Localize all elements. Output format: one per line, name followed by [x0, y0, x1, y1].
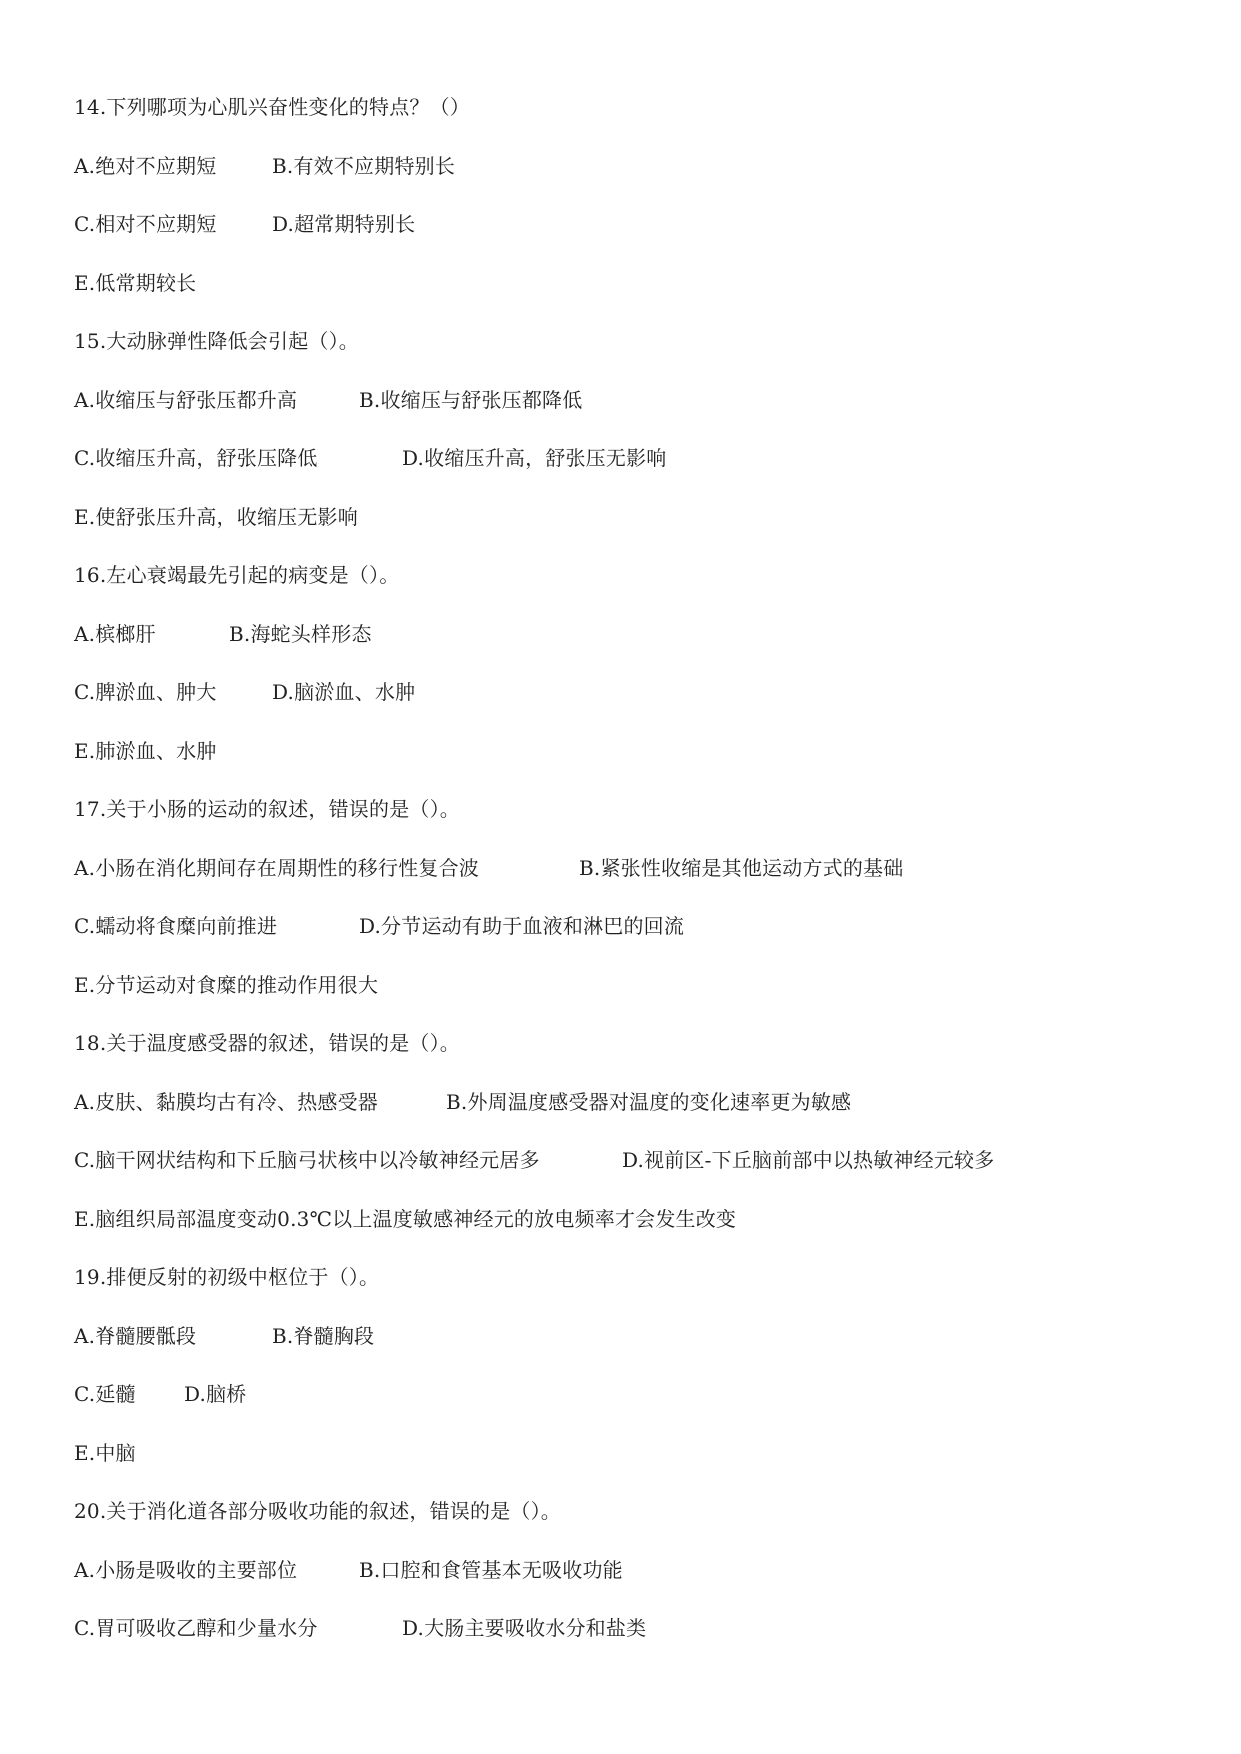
- option-row: [74, 388, 1194, 447]
- option-c: C.胃可吸收乙醇和少量水分: [74, 1616, 318, 1640]
- option-a: A.皮肤、黏膜均古有冷、热感受器: [74, 1089, 379, 1114]
- option-b: B.外周温度感受器对温度的变化速率更为敏感: [446, 1089, 852, 1114]
- question-stem-text: 15.大动脉弹性降低会引起（）。: [74, 329, 360, 353]
- option-d: D.超常期特别长: [272, 212, 416, 236]
- option-row: [74, 739, 1194, 798]
- question-stem-text: 20.关于消化道各部分吸收功能的叙述，错误的是（）。: [74, 1499, 562, 1523]
- question-stem-text: 17.关于小肠的运动的叙述，错误的是（）。: [74, 797, 461, 821]
- option-row: [74, 1441, 1194, 1500]
- question-stem: [74, 329, 1194, 388]
- question-stem: [74, 563, 1194, 622]
- option-e: E.中脑: [74, 1440, 136, 1465]
- option-e: E.肺淤血、水肿: [74, 738, 217, 763]
- option-row: [74, 914, 1194, 973]
- option-row: [74, 1207, 1194, 1266]
- question-stem: [74, 95, 1194, 154]
- option-d: D.视前区-下丘脑前部中以热敏神经元较多: [622, 1148, 995, 1172]
- option-a: A.小肠在消化期间存在周期性的移行性复合波: [74, 855, 480, 880]
- option-d: D.分节运动有助于血液和淋巴的回流: [359, 914, 685, 938]
- option-row: [74, 1382, 1194, 1441]
- option-c: C.收缩压升高，舒张压降低: [74, 446, 318, 470]
- question-stem: [74, 1265, 1194, 1324]
- option-b: B.有效不应期特别长: [272, 153, 456, 178]
- option-row: [74, 1324, 1194, 1383]
- option-b: B.海蛇头样形态: [229, 621, 372, 646]
- option-c: C.相对不应期短: [74, 212, 217, 236]
- question-stem: [74, 797, 1194, 856]
- option-b: B.紧张性收缩是其他运动方式的基础: [579, 855, 904, 880]
- option-e: E.使舒张压升高，收缩压无影响: [74, 504, 358, 529]
- option-d: D.脑桥: [184, 1382, 247, 1406]
- option-d: D.脑淤血、水肿: [272, 680, 416, 704]
- question-stem-text: 19.排便反射的初级中枢位于（）。: [74, 1265, 380, 1289]
- option-a: A.脊髓腰骶段: [74, 1323, 197, 1348]
- option-e: E.脑组织局部温度变动0.3℃以上温度敏感神经元的放电频率才会发生改变: [74, 1206, 737, 1231]
- option-c: C.脑干网状结构和下丘脑弓状核中以冷敏神经元居多: [74, 1148, 540, 1172]
- option-row: [74, 271, 1194, 330]
- option-a: A.收缩压与舒张压都升高: [74, 387, 298, 412]
- option-c: C.蠕动将食糜向前推进: [74, 914, 278, 938]
- option-row: [74, 1616, 1194, 1675]
- option-row: [74, 1148, 1194, 1207]
- question-stem-text: 18.关于温度感受器的叙述，错误的是（）。: [74, 1031, 461, 1055]
- option-row: [74, 446, 1194, 505]
- option-b: B.收缩压与舒张压都降低: [359, 387, 583, 412]
- question-list: [74, 95, 1194, 1675]
- option-row: [74, 505, 1194, 564]
- option-b: B.脊髓胸段: [272, 1323, 375, 1348]
- option-d: D.收缩压升高，舒张压无影响: [402, 446, 667, 470]
- option-d: D.大肠主要吸收水分和盐类: [402, 1616, 647, 1640]
- option-a: A.槟榔肝: [74, 621, 156, 646]
- option-row: [74, 856, 1194, 915]
- option-row: [74, 154, 1194, 213]
- option-e: E.低常期较长: [74, 270, 197, 295]
- option-row: [74, 1090, 1194, 1149]
- option-row: [74, 622, 1194, 681]
- option-e: E.分节运动对食糜的推动作用很大: [74, 972, 379, 997]
- question-stem: [74, 1499, 1194, 1558]
- question-stem: [74, 1031, 1194, 1090]
- option-a: A.绝对不应期短: [74, 153, 217, 178]
- question-stem-text: 16.左心衰竭最先引起的病变是（）。: [74, 563, 400, 587]
- option-row: [74, 1558, 1194, 1617]
- question-stem-text: 14.下列哪项为心肌兴奋性变化的特点？（）: [74, 95, 471, 119]
- option-c: C.延髓: [74, 1382, 136, 1406]
- option-row: [74, 973, 1194, 1032]
- option-row: [74, 680, 1194, 739]
- option-c: C.脾淤血、肿大: [74, 680, 217, 704]
- option-a: A.小肠是吸收的主要部位: [74, 1557, 298, 1582]
- option-row: [74, 212, 1194, 271]
- option-b: B.口腔和食管基本无吸收功能: [359, 1557, 623, 1582]
